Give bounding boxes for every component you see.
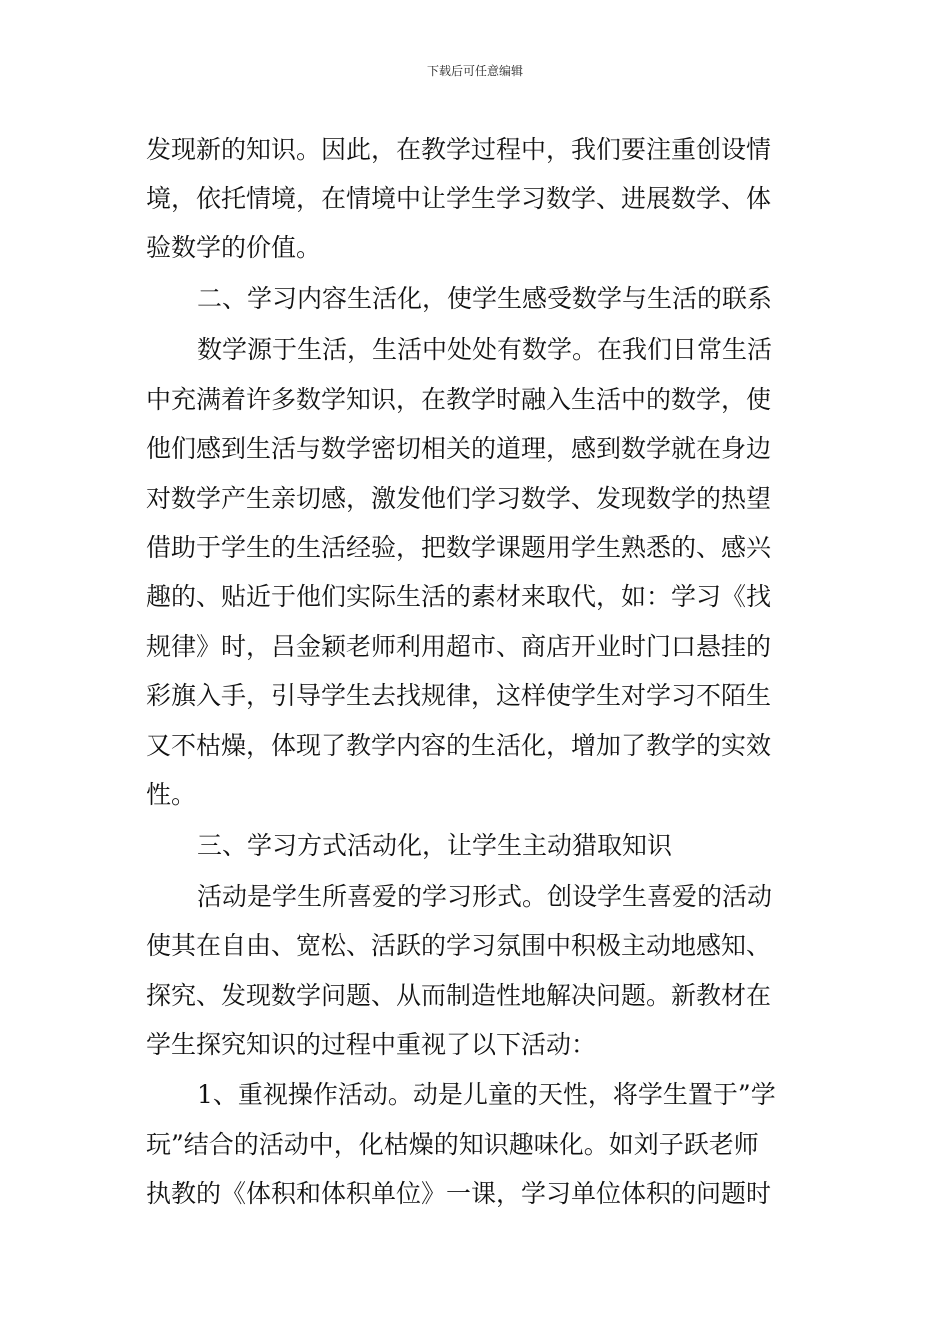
text-line: 验数学的价值。 xyxy=(146,233,322,262)
text-line: 发现新的知识。因此，在教学过程中，我们要注重创设情 xyxy=(146,135,772,164)
text-line: 趣的、贴近于他们实际生活的素材来取代，如：学习《找 xyxy=(146,582,772,611)
page-header: 下载后可任意编辑 xyxy=(426,64,523,78)
text-line: 探究、发现数学问题、从而制造性地解决问题。新教材在 xyxy=(146,981,772,1010)
text-line: 对数学产生亲切感，激发他们学习数学、发现数学的热望 xyxy=(146,484,772,513)
text-line: 又不枯燥，体现了教学内容的生活化，增加了教学的实效 xyxy=(146,731,772,760)
section-heading: 三、学习方式活动化，让学生主动猎取知识 xyxy=(197,831,673,860)
text-line: 中充满着许多数学知识，在教学时融入生活中的数学，使 xyxy=(146,385,772,414)
text-line: 他们感到生活与数学密切相关的道理，感到数学就在身边 xyxy=(146,434,772,463)
text-line: 彩旗入手，引导学生去找规律，这样使学生对学习不陌生 xyxy=(146,681,772,710)
text-line: 学生探究知识的过程中重视了以下活动： xyxy=(146,1030,597,1059)
text-line: 玩”结合的活动中，化枯燥的知识趣味化。如刘子跃老师 xyxy=(146,1130,759,1159)
text-line: 规律》时，吕金颖老师利用超市、商店开业时门口悬挂的 xyxy=(146,632,772,661)
text-line: 1、重视操作活动。动是儿童的天性，将学生置于”学 xyxy=(197,1080,776,1109)
text-line: 境，依托情境，在情境中让学生学习数学、进展数学、体 xyxy=(146,184,772,213)
text-line: 借助于学生的生活经验，把数学课题用学生熟悉的、感兴 xyxy=(146,533,772,562)
text-line: 性。 xyxy=(146,780,197,809)
text-line: 执教的《体积和体积单位》一课，学习单位体积的问题时 xyxy=(146,1179,772,1208)
text-line: 使其在自由、宽松、活跃的学习氛围中积极主动地感知、 xyxy=(146,931,772,960)
section-heading: 二、学习内容生活化，使学生感受数学与生活的联系 xyxy=(197,284,773,313)
text-line: 活动是学生所喜爱的学习形式。创设学生喜爱的活动 xyxy=(197,882,773,911)
text-line: 数学源于生活，生活中处处有数学。在我们日常生活 xyxy=(197,335,773,364)
